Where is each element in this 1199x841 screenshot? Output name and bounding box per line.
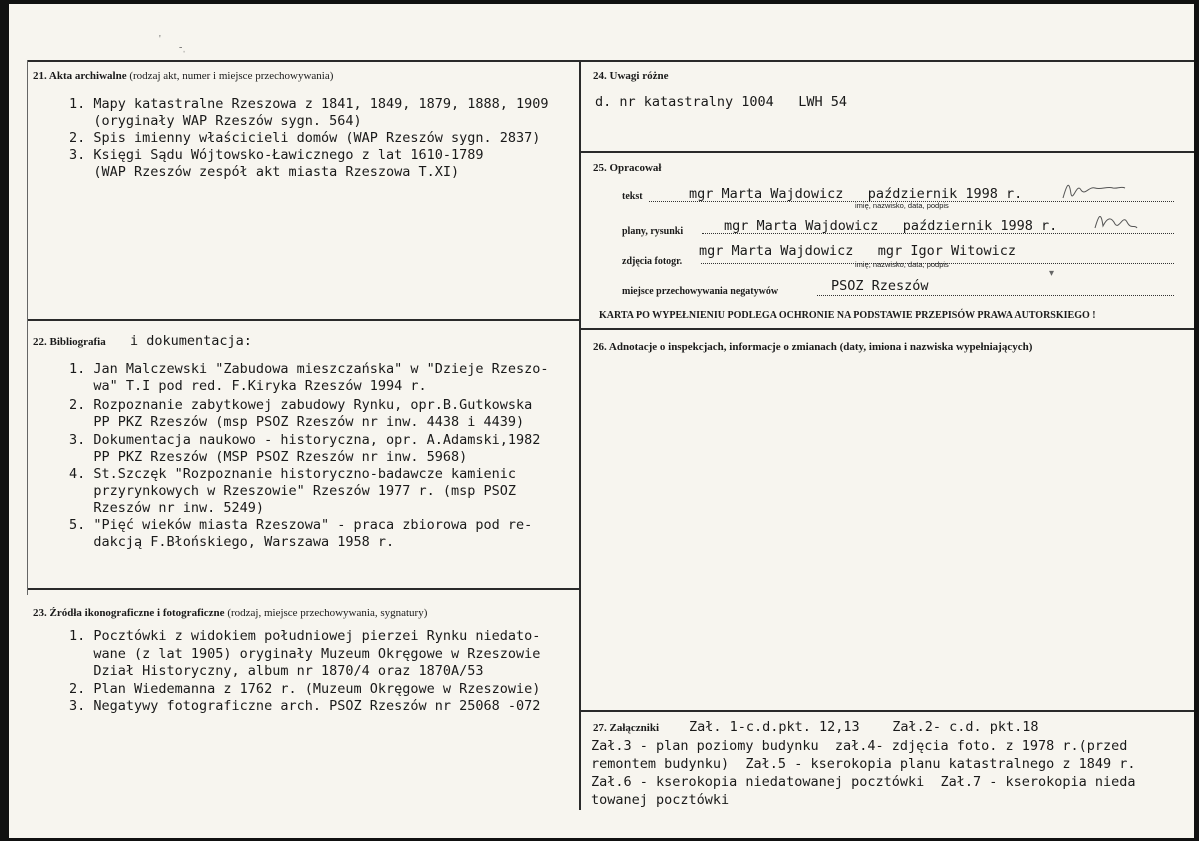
tekst-value: mgr Marta Wajdowicz październik 1998 r. — [689, 186, 1023, 202]
tekst-label: tekst — [622, 191, 643, 202]
left-border — [27, 60, 28, 595]
top-border — [27, 60, 1194, 62]
section-21-header — [33, 70, 333, 82]
zdjecia-value: mgr Marta Wajdowicz mgr Igor Witowicz — [699, 243, 1016, 259]
section-24-title: 24. Uwagi różne — [593, 70, 669, 82]
archive-line: 3. Księgi Sądu Wójtowsko-Ławicznego z lat 1610-1789 — [69, 147, 484, 163]
copyright-notice: KARTA PO WYPEŁNIENIU PODLEGA OCHRONIE NA PODSTAWIE PRZEPISÓW PRAWA AUTORSKIEGO ! — [599, 310, 1096, 321]
section-26-title: 26. Adnotacje o inspekcjach, informacje o zmianach — [593, 341, 837, 353]
iconography-line: 2. Plan Wiedemanna z 1762 r. (Muzeum Okręgowe w Rzeszowie) — [69, 681, 541, 697]
scan-mark: ' — [159, 34, 161, 45]
divider-21-22 — [27, 319, 580, 321]
zdjecia-caption: imię, nazwisko, data, podpis — [855, 260, 949, 269]
section-23-subtitle: (rodzaj, miejsce przechowywania, sygnatury) — [227, 607, 428, 619]
bibliography-line: dakcją F.Błońskiego, Warszawa 1958 r. — [69, 534, 395, 550]
form-sheet — [9, 4, 1194, 838]
iconography-line: 3. Negatywy fotograficzne arch. PSOZ Rzeszów nr 25068 -072 — [69, 698, 541, 714]
section-22-title-tail: i dokumentacja: — [130, 333, 252, 349]
iconography-line: Dział Historyczny, album nr 1870/4 oraz 1870A/53 — [69, 663, 484, 679]
bibliography-line: 5. "Pięć wieków miasta Rzeszowa" - praca zbiorowa pod re- — [69, 517, 533, 533]
signature-plany — [1091, 208, 1141, 238]
attachments-first-line: Zał. 1-c.d.pkt. 12,13 Zał.2- c.d. pkt.18 — [689, 719, 1039, 735]
bibliography-line: 4. St.Szczęk "Rozpoznanie historyczno-badawcze kamienic — [69, 466, 517, 482]
bibliography-line: PP PKZ Rzeszów (MSP PSOZ Rzeszów nr inw. 5968) — [69, 449, 468, 465]
tekst-caption: imię, nazwisko, data, podpis — [855, 201, 949, 210]
miejsce-label: miejsce przechowywania negatywów — [622, 286, 779, 297]
center-divider — [579, 60, 581, 810]
section-26-subtitle: (daty, imiona i nazwiska wypełniających) — [839, 341, 1033, 353]
iconography-line: wane (z lat 1905) oryginały Muzeum Okręgowe w Rzeszowie — [69, 646, 541, 662]
plany-value: mgr Marta Wajdowicz październik 1998 r. — [724, 218, 1058, 234]
remarks-text: d. nr katastralny 1004 LWH 54 — [595, 94, 847, 110]
section-23-header — [33, 607, 427, 619]
scan-mark: ▾ — [1049, 268, 1055, 279]
archive-line: 2. Spis imienny właścicieli domów (WAP Rzeszów sygn. 2837) — [69, 130, 541, 146]
scan-mark: ‑ˌ — [179, 42, 186, 53]
bibliography-line: PP PKZ Rzeszów (msp PSOZ Rzeszów nr inw. 4438 i 4439) — [69, 414, 525, 430]
bibliography-line: wa" T.I pod red. F.Kiryka Rzeszów 1994 r. — [69, 378, 427, 394]
archive-line: (oryginały WAP Rzeszów sygn. 564) — [69, 113, 362, 129]
bibliography-line: Rzeszów nr inw. 5249) — [69, 500, 265, 516]
divider-24-25 — [580, 151, 1194, 153]
section-21-subtitle: (rodzaj akt, numer i miejsce przechowywania) — [129, 70, 334, 82]
divider-22-23 — [27, 588, 580, 590]
iconography-line: 1. Pocztówki z widokiem południowej pierzei Rynku niedato- — [69, 628, 541, 644]
section-26-header — [593, 341, 1032, 353]
archive-line: (WAP Rzeszów zespół akt miasta Rzeszowa T.XI) — [69, 164, 460, 180]
bibliography-line: przyrynkowych w Rzeszowie" Rzeszów 1977 r. (msp PSOZ — [69, 483, 517, 499]
bibliography-line: 3. Dokumentacja naukowo - historyczna, opr. A.Adamski,1982 — [69, 432, 541, 448]
bibliography-line: 1. Jan Malczewski "Zabudowa mieszczańska" w "Dzieje Rzeszo- — [69, 361, 549, 377]
attachments-line: towanej pocztówki — [591, 792, 730, 808]
zdjecia-label: zdjęcia fotogr. — [622, 256, 683, 267]
attachments-line: Zał.6 - kserokopia niedatowanej pocztówki Zał.7 - kserokopia nieda — [591, 774, 1136, 790]
miejsce-value: PSOZ Rzeszów — [831, 278, 929, 294]
miejsce-dotted-line — [817, 295, 1174, 296]
attachments-line: Zał.3 - plan poziomy budynku zał.4- zdjęcia foto. z 1978 r.(przed — [591, 738, 1128, 754]
divider-26-27 — [580, 710, 1194, 712]
archive-line: 1. Mapy katastralne Rzeszowa z 1841, 1849, 1879, 1888, 1909 — [69, 96, 549, 112]
attachments-line: remontem budynku) Zał.5 - kserokopia planu katastralnego z 1849 r. — [591, 756, 1136, 772]
section-27-title: 27. Załączniki — [593, 722, 660, 734]
divider-25-26 — [580, 328, 1194, 330]
section-25-title: 25. Opracował — [593, 162, 662, 174]
section-23-title: 23. Źródła ikonograficzne i fotograficzne — [33, 607, 225, 619]
plany-label: plany, rysunki — [622, 226, 684, 237]
section-22-title: 22. Bibliografia — [33, 336, 106, 348]
bibliography-line: 2. Rozpoznanie zabytkowej zabudowy Rynku, opr.B.Gutkowska — [69, 397, 533, 413]
section-21-title: 21. Akta archiwalne — [33, 70, 127, 82]
signature-tekst — [1059, 176, 1129, 206]
